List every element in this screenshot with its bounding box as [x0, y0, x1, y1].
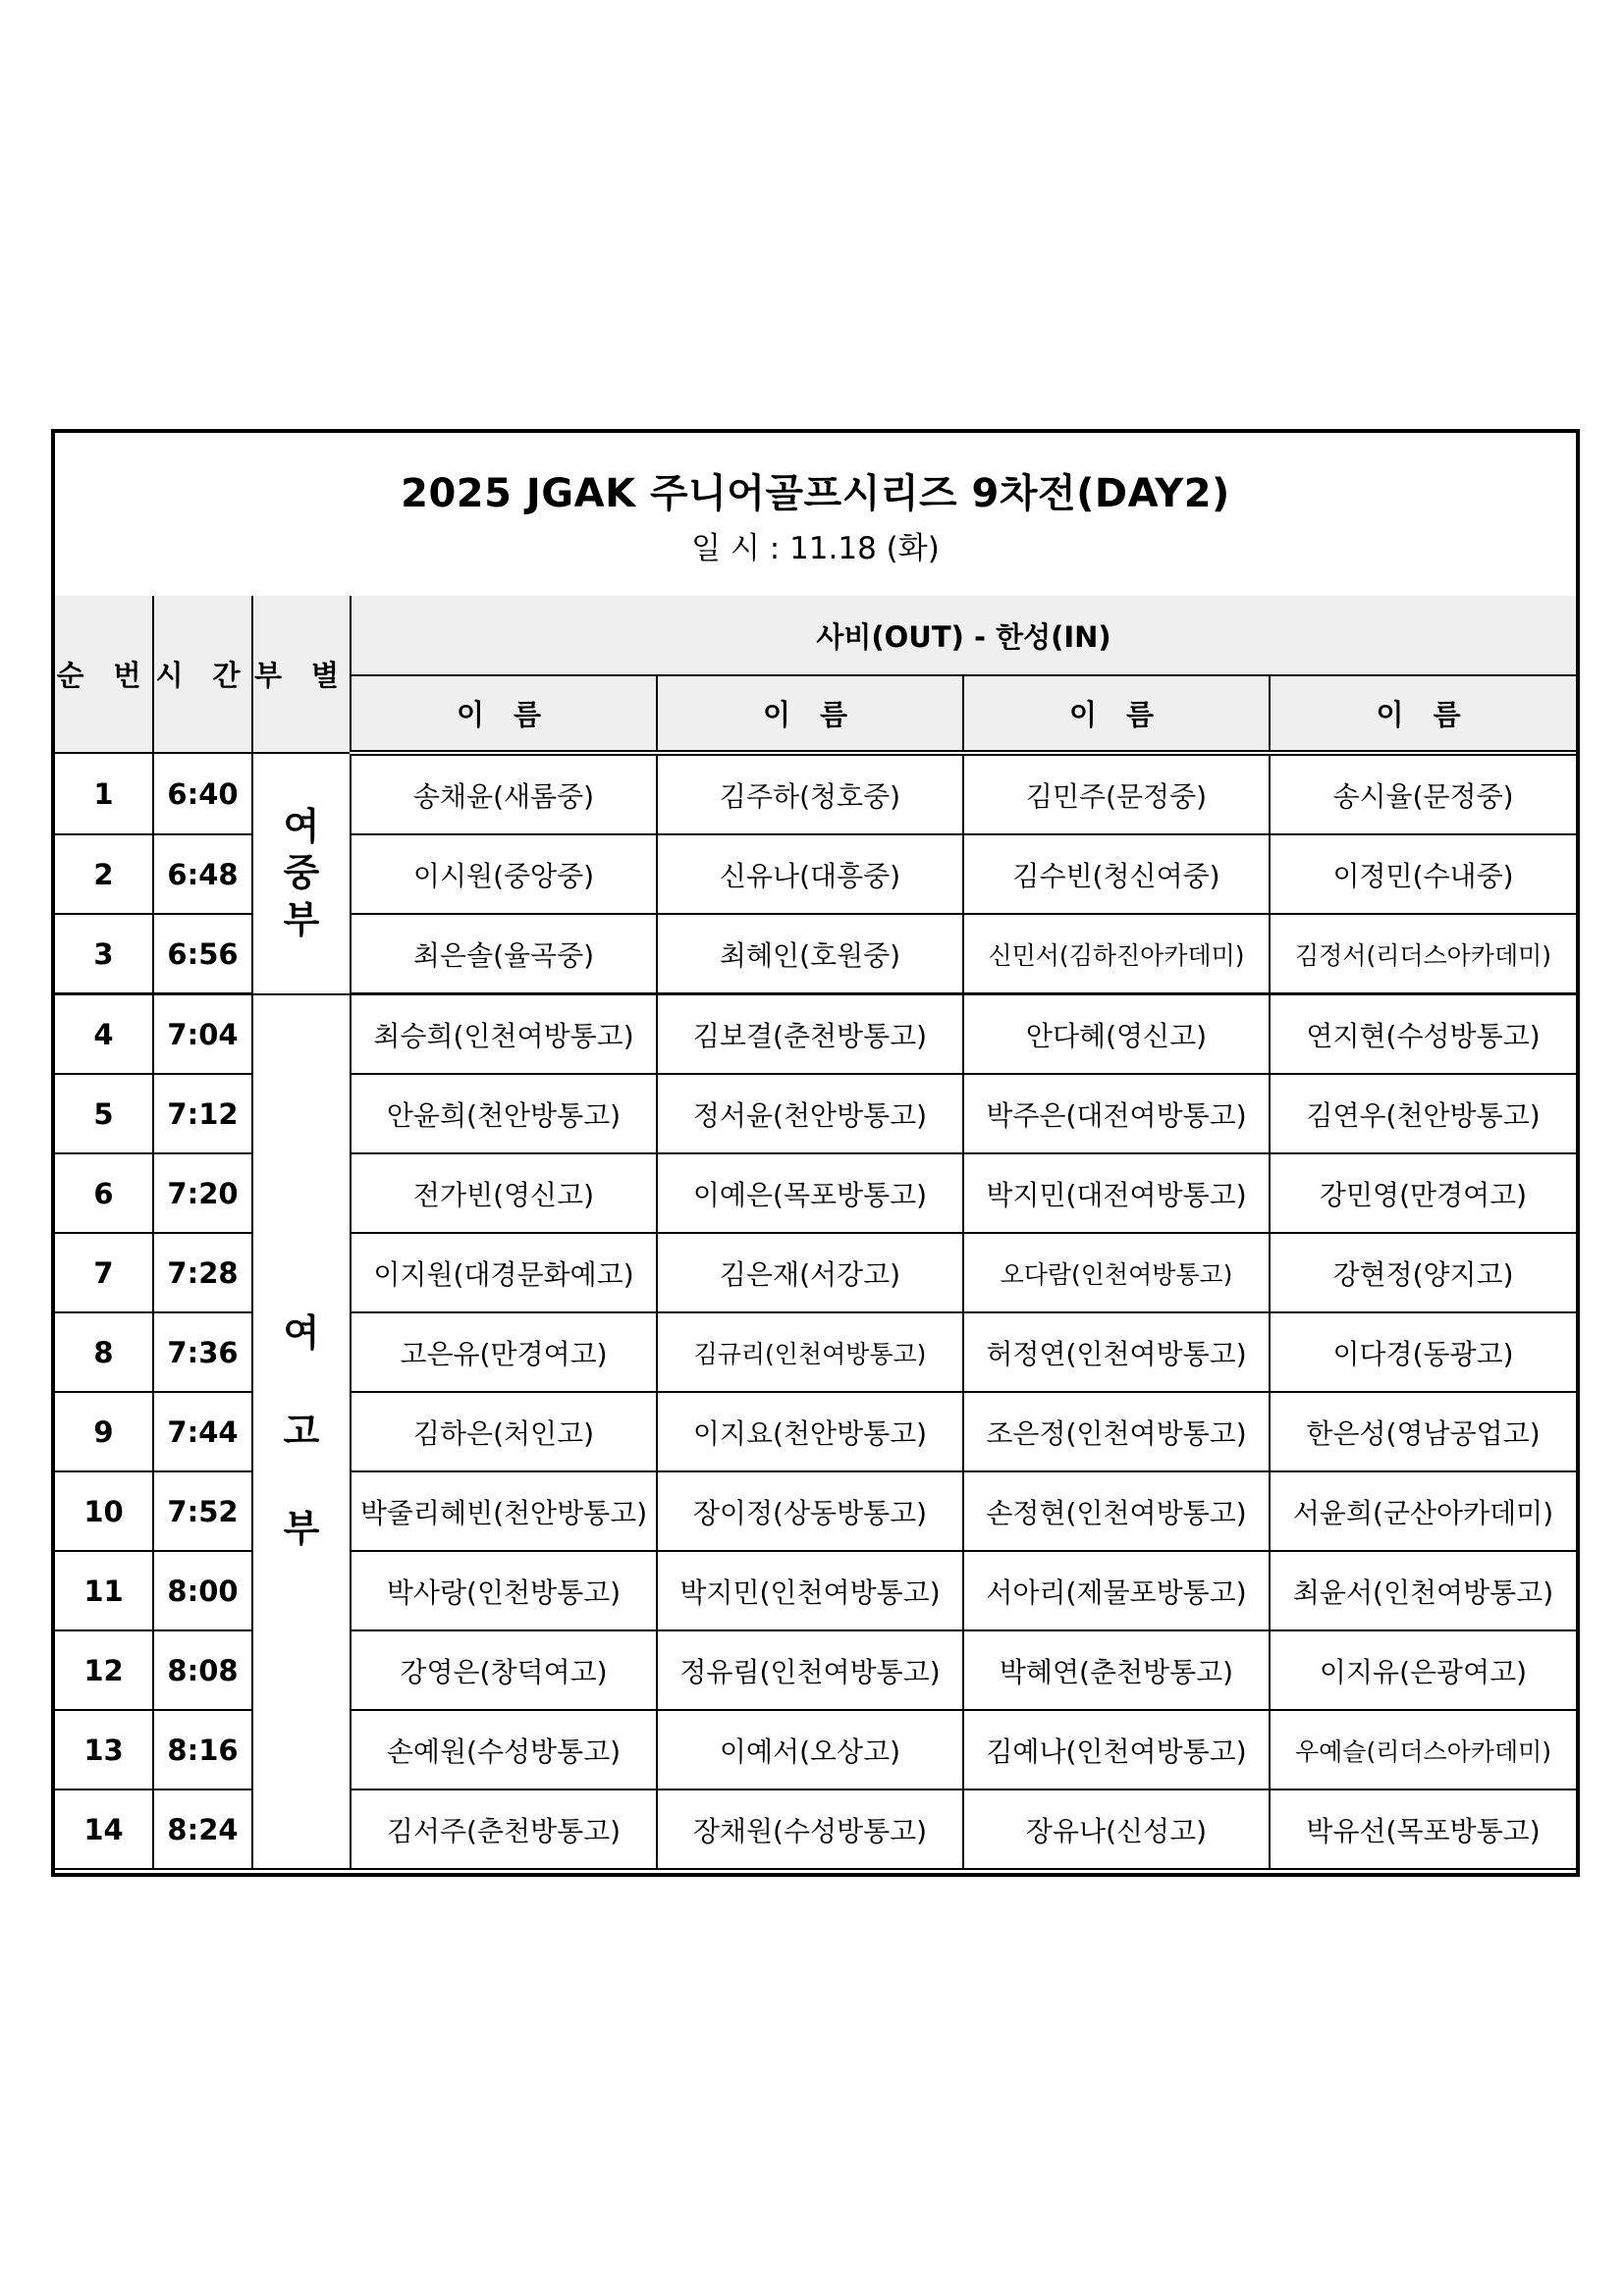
player-cell: 전가빈(영신고)	[351, 1153, 657, 1233]
table-row	[55, 994, 1576, 1075]
time-cell: 8:00	[153, 1551, 252, 1630]
division-char: 부	[283, 897, 320, 941]
player-cell: 송시율(문정중)	[1270, 753, 1576, 834]
player-cell: 강현정(양지고)	[1270, 1233, 1576, 1312]
player-cell: 손예원(수성방통고)	[351, 1710, 657, 1789]
time-cell: 8:24	[153, 1789, 252, 1869]
schedule-rows	[55, 753, 1576, 1869]
player-cell: 한은성(영남공업고)	[1270, 1392, 1576, 1471]
player-cell: 김민주(문정중)	[963, 753, 1270, 834]
document-title: 2025 JGAK 주니어골프시리즈 9차전(DAY2)	[401, 471, 1230, 516]
player-cell: 김연우(천안방통고)	[1270, 1074, 1576, 1153]
time-cell: 7:12	[153, 1074, 252, 1153]
player-cell: 최은솔(율곡중)	[351, 914, 657, 994]
schedule-sheet	[51, 429, 1580, 1877]
table-row	[55, 753, 1576, 834]
player-cell: 박유선(목포방통고)	[1270, 1789, 1576, 1869]
player-cell: 우예슬(리더스아카데미)	[1270, 1710, 1576, 1789]
player-cell: 안윤희(천안방통고)	[351, 1074, 657, 1153]
order-cell: 13	[55, 1710, 153, 1789]
player-cell: 김예나(인천여방통고)	[963, 1710, 1270, 1789]
player-cell: 이예서(오상고)	[657, 1710, 963, 1789]
player-cell: 이지요(천안방통고)	[657, 1392, 963, 1471]
player-cell: 서아리(제물포방통고)	[963, 1551, 1270, 1630]
player-cell: 손정현(인천여방통고)	[963, 1471, 1270, 1551]
order-cell: 4	[55, 994, 153, 1075]
division-char: 고	[283, 1409, 320, 1453]
player-cell: 김서주(춘천방통고)	[351, 1789, 657, 1869]
header-name-4: 이 름	[1270, 675, 1576, 753]
division-cell-high	[252, 994, 351, 1870]
time-cell: 7:36	[153, 1312, 252, 1392]
player-cell: 박주은(대전여방통고)	[963, 1074, 1270, 1153]
header-division: 부 별	[252, 596, 351, 753]
player-cell: 박혜연(춘천방통고)	[963, 1630, 1270, 1710]
player-cell: 김주하(청호중)	[657, 753, 963, 834]
title-box	[55, 433, 1576, 599]
player-cell: 최윤서(인천여방통고)	[1270, 1551, 1576, 1630]
player-cell: 김은재(서강고)	[657, 1233, 963, 1312]
player-cell: 장채원(수성방통고)	[657, 1789, 963, 1869]
player-cell: 연지현(수성방통고)	[1270, 994, 1576, 1075]
player-cell: 박지민(인천여방통고)	[657, 1551, 963, 1630]
header-time: 시 간	[153, 596, 252, 753]
order-cell: 5	[55, 1074, 153, 1153]
player-cell: 김하은(처인고)	[351, 1392, 657, 1471]
time-cell: 7:04	[153, 994, 252, 1075]
player-cell: 강민영(만경여고)	[1270, 1153, 1576, 1233]
division-char: 부	[283, 1507, 320, 1550]
player-cell: 정유림(인천여방통고)	[657, 1630, 963, 1710]
player-cell: 이지유(은광여고)	[1270, 1630, 1576, 1710]
player-cell: 장유나(신성고)	[963, 1789, 1270, 1869]
player-cell: 오다람(인천여방통고)	[963, 1233, 1270, 1312]
tee-time-table	[55, 596, 1576, 1870]
header-course: 사비(OUT) - 한성(IN)	[351, 596, 1576, 675]
player-cell: 김규리(인천여방통고)	[657, 1312, 963, 1392]
player-cell: 박사랑(인천방통고)	[351, 1551, 657, 1630]
order-cell: 1	[55, 753, 153, 834]
time-cell: 7:20	[153, 1153, 252, 1233]
time-cell: 6:56	[153, 914, 252, 994]
player-cell: 조은정(인천여방통고)	[963, 1392, 1270, 1471]
player-cell: 신유나(대흥중)	[657, 834, 963, 914]
order-cell: 7	[55, 1233, 153, 1312]
order-cell: 11	[55, 1551, 153, 1630]
time-cell: 6:40	[153, 753, 252, 834]
order-cell: 10	[55, 1471, 153, 1551]
division-char: 중	[283, 851, 320, 894]
order-cell: 3	[55, 914, 153, 994]
player-cell: 이지원(대경문화예고)	[351, 1233, 657, 1312]
player-cell: 서윤희(군산아카데미)	[1270, 1471, 1576, 1551]
division-char: 여	[283, 1311, 320, 1355]
event-date: 일 시 : 11.18 (화)	[691, 531, 940, 566]
player-cell: 김정서(리더스아카데미)	[1270, 914, 1576, 994]
time-cell: 6:48	[153, 834, 252, 914]
player-cell: 박지민(대전여방통고)	[963, 1153, 1270, 1233]
order-cell: 14	[55, 1789, 153, 1869]
player-cell: 송채윤(새롬중)	[351, 753, 657, 834]
player-cell: 장이정(상동방통고)	[657, 1471, 963, 1551]
division-char: 여	[283, 804, 320, 848]
order-cell: 9	[55, 1392, 153, 1471]
time-cell: 8:16	[153, 1710, 252, 1789]
time-cell: 7:44	[153, 1392, 252, 1471]
player-cell: 신민서(김하진아카데미)	[963, 914, 1270, 994]
player-cell: 허정연(인천여방통고)	[963, 1312, 1270, 1392]
time-cell: 8:08	[153, 1630, 252, 1710]
player-cell: 이예은(목포방통고)	[657, 1153, 963, 1233]
player-cell: 정서윤(천안방통고)	[657, 1074, 963, 1153]
player-cell: 이정민(수내중)	[1270, 834, 1576, 914]
time-cell: 7:52	[153, 1471, 252, 1551]
player-cell: 박줄리혜빈(천안방통고)	[351, 1471, 657, 1551]
division-cell-middle	[252, 753, 351, 994]
header-name-1: 이 름	[351, 675, 657, 753]
player-cell: 강영은(창덕여고)	[351, 1630, 657, 1710]
time-cell: 7:28	[153, 1233, 252, 1312]
order-cell: 8	[55, 1312, 153, 1392]
player-cell: 안다혜(영신고)	[963, 994, 1270, 1075]
player-cell: 최승희(인천여방통고)	[351, 994, 657, 1075]
order-cell: 12	[55, 1630, 153, 1710]
player-cell: 김수빈(청신여중)	[963, 834, 1270, 914]
order-cell: 2	[55, 834, 153, 914]
header-order: 순 번	[55, 596, 153, 753]
player-cell: 이다경(동광고)	[1270, 1312, 1576, 1392]
player-cell: 최혜인(호원중)	[657, 914, 963, 994]
header-name-2: 이 름	[657, 675, 963, 753]
order-cell: 6	[55, 1153, 153, 1233]
player-cell: 김보결(춘천방통고)	[657, 994, 963, 1075]
header-name-3: 이 름	[963, 675, 1270, 753]
player-cell: 이시원(중앙중)	[351, 834, 657, 914]
player-cell: 고은유(만경여고)	[351, 1312, 657, 1392]
